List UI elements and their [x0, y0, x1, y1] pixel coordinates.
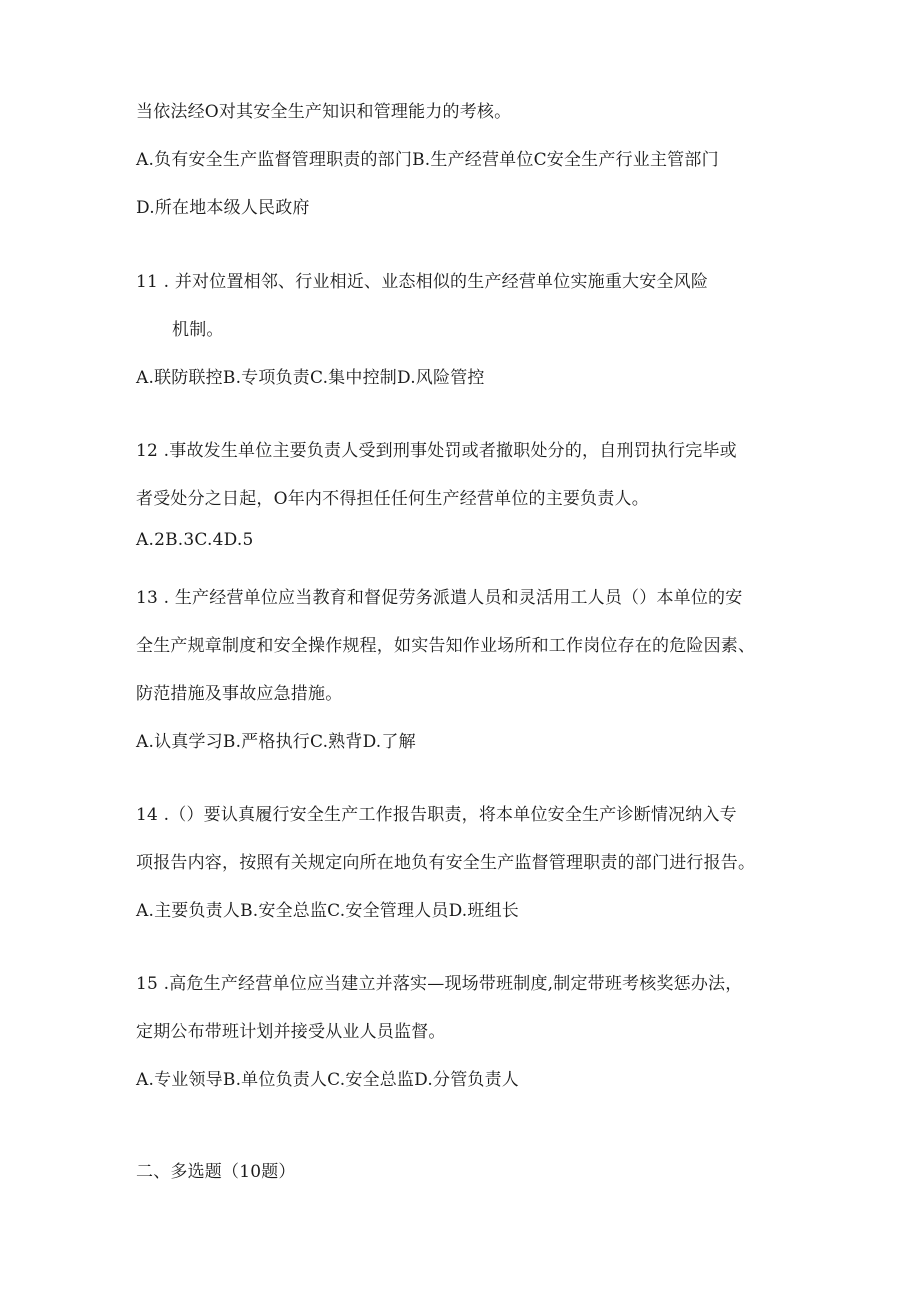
q15-stem-cont: 定期公布带班计划并接受从业人员监督。: [136, 1022, 446, 1042]
q11-options: A.联防联控B.专项负责C.集中控制D.风险管控: [136, 368, 485, 388]
q11-stem-cont: 机制。: [172, 320, 224, 340]
q12-stem-cont: 者受处分之日起，O年内不得担任任何生产经营单位的主要负责人。: [136, 489, 649, 509]
q14-stem: 14 .（）要认真履行安全生产工作报告职责，将本单位安全生产诊断情况纳入专: [136, 805, 737, 825]
q15-stem: 15 .高危生产经营单位应当建立并落实—现场带班制度,制定带班考核奖惩办法，: [136, 974, 743, 994]
q11-stem: 11 . 并对位置相邻、行业相近、业态相似的生产经营单位实施重大安全风险: [136, 272, 709, 292]
q10-stem-tail: 当依法经O对其安全生产知识和管理能力的考核。: [136, 102, 512, 122]
q14-stem-cont: 项报告内容，按照有关规定向所在地负有安全生产监督管理职责的部门进行报告。: [136, 853, 756, 873]
q12-options: A.2B.3C.4D.5: [136, 530, 254, 550]
q13-options: A.认真学习B.严格执行C.熟背D.了解: [136, 732, 416, 752]
q10-options-line-1: A.负有安全生产监督管理职责的部门B.生产经营单位C安全生产行业主管部门: [136, 150, 719, 170]
section-heading-multiple-choice: 二、多选题（10题）: [136, 1162, 296, 1182]
q14-options: A.主要负责人B.安全总监C.安全管理人员D.班组长: [136, 901, 520, 921]
q13-stem-cont-2: 防范措施及事故应急措施。: [136, 684, 343, 704]
q12-stem: 12 .事故发生单位主要负责人受到刑事处罚或者撤职处分的，自刑罚执行完毕或: [136, 441, 737, 461]
q15-options: A.专业领导B.单位负责人C.安全总监D.分管负责人: [136, 1070, 520, 1090]
q13-stem: 13 . 生产经营单位应当教育和督促劳务派遣人员和灵活用工人员（）本单位的安: [136, 588, 743, 608]
q13-stem-cont-1: 全生产规章制度和安全操作规程，如实告知作业场所和工作岗位存在的危险因素、: [136, 636, 756, 656]
q10-options-line-2: D.所在地本级人民政府: [136, 198, 310, 218]
